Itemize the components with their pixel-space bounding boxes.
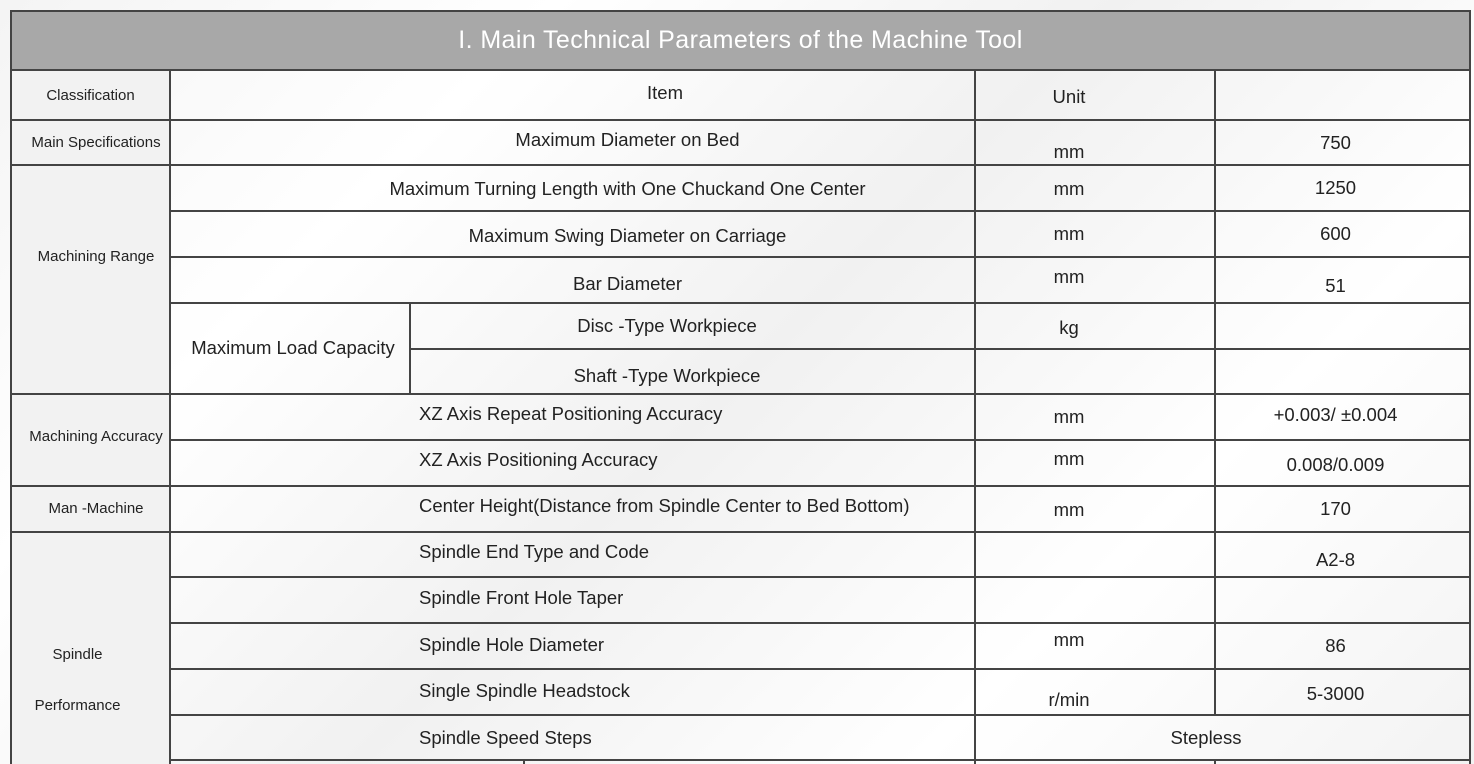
row-item: Spindle Speed Steps: [419, 726, 592, 748]
row-value: A2-8: [1315, 548, 1356, 570]
row-item: Center Height(Distance from Spindle Center to Bed Bottom): [419, 494, 910, 516]
row-item: XZ Axis Repeat Positioning Accuracy: [419, 402, 723, 424]
row-item: Spindle Front Hole Taper: [419, 586, 624, 608]
row-unit: mm: [1053, 177, 1085, 199]
row-item: Shaft -Type Workpiece: [573, 364, 761, 386]
row-value: 5-3000: [1306, 682, 1365, 704]
row-value: 51: [1325, 274, 1346, 296]
row-item: Maximum Swing Diameter on Carriage: [468, 224, 787, 246]
header-item: Item: [647, 82, 683, 104]
row-item: Maximum Turning Length with One Chuckand One Center: [389, 177, 866, 199]
row-value: [1216, 350, 1455, 393]
classification-machining-accuracy: Machining Accuracy: [29, 428, 163, 445]
row-value: 750: [1320, 132, 1351, 154]
row-value: 86: [1325, 634, 1346, 656]
row-unit: mm: [1053, 265, 1085, 287]
rule-line: [1469, 10, 1471, 764]
row-item: Maximum Diameter on Bed: [515, 128, 740, 150]
row-value: 0.008/0.009: [1286, 453, 1385, 475]
row-unit: r/min: [1048, 688, 1090, 710]
classification-performance: Performance: [34, 697, 121, 714]
row-unit: mm: [1053, 447, 1085, 469]
row-unit: mm: [1053, 498, 1085, 520]
row-unit: [976, 578, 1162, 622]
header-value: [1216, 72, 1469, 119]
row-value: 1250: [1314, 176, 1357, 198]
row-merged-value: Stepless: [1170, 726, 1242, 748]
rule-line: [10, 69, 1471, 71]
row-unit: mm: [1053, 405, 1085, 427]
row-item: Bar Diameter: [573, 272, 682, 294]
rule-line: [10, 10, 1471, 12]
classification-machining-range: Machining Range: [37, 248, 155, 265]
row-unit: [976, 350, 1162, 393]
row-item: Spindle Hole Diameter: [419, 633, 605, 655]
row-item: Disc -Type Workpiece: [577, 314, 757, 336]
table-title: I. Main Technical Parameters of the Machine Tool: [458, 26, 1023, 54]
header-classification: Classification: [46, 86, 135, 104]
row-value: 600: [1320, 222, 1351, 244]
load-capacity-group: Maximum Load Capacity: [191, 337, 395, 359]
row-value: +0.003/ ±0.004: [1273, 403, 1398, 425]
row-value: [1216, 304, 1455, 348]
row-unit: mm: [1053, 222, 1085, 244]
classification-spindle: Spindle: [52, 646, 103, 663]
row-unit: mm: [1053, 140, 1085, 162]
row-unit: mm: [1053, 628, 1085, 650]
header-unit: Unit: [1052, 86, 1086, 108]
classification-main-specifications: Main Specifications: [31, 133, 161, 151]
row-value: [1216, 578, 1455, 622]
row-value: 170: [1320, 497, 1351, 519]
row-unit: [976, 533, 1162, 576]
row-item: XZ Axis Positioning Accuracy: [419, 448, 658, 470]
row-item: Single Spindle Headstock: [419, 679, 630, 701]
row-item: Spindle End Type and Code: [419, 540, 650, 562]
classification-man-machine: Man -Machine: [48, 500, 144, 517]
row-unit: kg: [1059, 316, 1079, 338]
